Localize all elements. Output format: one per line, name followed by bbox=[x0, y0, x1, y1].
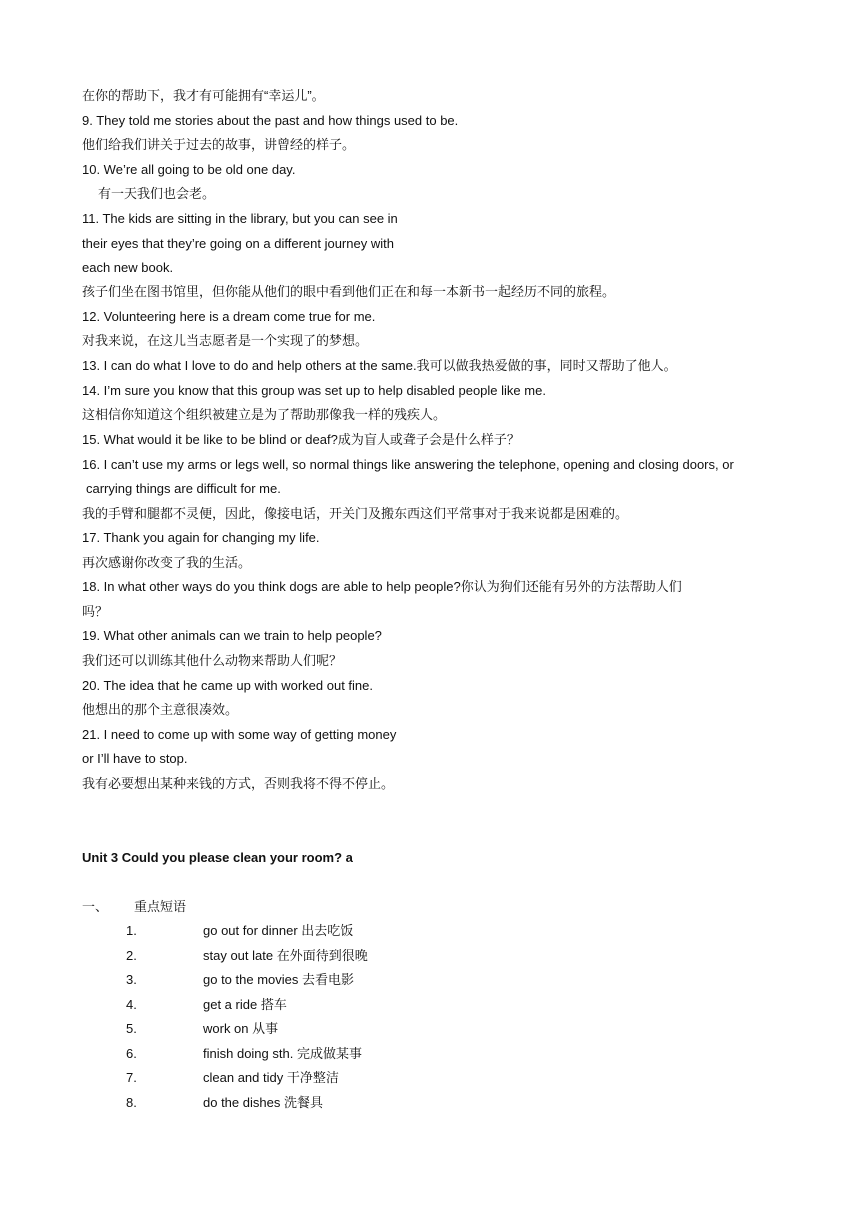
list-item-text: get a ride 搭车 bbox=[203, 997, 287, 1012]
list-item-number: 1. bbox=[126, 923, 137, 938]
text-line: 13. I can do what I love to do and help others at the same.我可以做我热爱做的事，同时又帮助了他人。 bbox=[82, 358, 677, 373]
text-line: 11. The kids are sitting in the library, but you can see in bbox=[82, 211, 398, 226]
text-line: 20. The idea that he came up with worked out fine. bbox=[82, 678, 373, 693]
text-line: 12. Volunteering here is a dream come true for me. bbox=[82, 309, 376, 324]
text-line: 16. I can’t use my arms or legs well, so normal things like answering the telephone, opening and closing doors, or bbox=[82, 457, 734, 472]
unit-heading: Unit 3 Could you please clean your room? a bbox=[82, 850, 353, 865]
text-line: 15. What would it be like to be blind or deaf?成为盲人或聋子会是什么样子？ bbox=[82, 432, 520, 447]
text-line: 10. We’re all going to be old one day. bbox=[82, 162, 296, 177]
list-item-text: clean and tidy 干净整洁 bbox=[203, 1070, 339, 1085]
list-item-text: work on 从事 bbox=[203, 1021, 279, 1036]
list-item-text: finish doing sth. 完成做某事 bbox=[203, 1046, 362, 1061]
text-line: 我的手臂和腿都不灵便，因此，像接电话，开关门及搬东西这们平常事对于我来说都是困难的。 bbox=[82, 506, 629, 521]
text-line: 这相信你知道这个组织被建立是为了帮助那像我一样的残疾人。 bbox=[82, 407, 447, 422]
text-line: each new book. bbox=[82, 260, 174, 275]
text-line: 9. They told me stories about the past and how things used to be. bbox=[82, 113, 459, 128]
text-line: 孩子们坐在图书馆里，但你能从他们的眼中看到他们正在和每一本新书一起经历不同的旅程。 bbox=[82, 284, 616, 299]
list-item-number: 6. bbox=[126, 1046, 137, 1061]
list-item-number: 5. bbox=[126, 1021, 137, 1036]
text-line: 我有必要想出某种来钱的方式，否则我将不得不停止。 bbox=[82, 776, 395, 791]
list-item-number: 8. bbox=[126, 1095, 137, 1110]
text-line: 有一天我们也会老。 bbox=[98, 186, 216, 201]
list-item-text: go out for dinner 出去吃饭 bbox=[203, 923, 354, 938]
text-line: 18. In what other ways do you think dogs are able to help people?你认为狗们还能有另外的方法帮助人们 bbox=[82, 579, 682, 594]
text-line: 在你的帮助下，我才有可能拥有“幸运儿”。 bbox=[82, 88, 325, 103]
list-item-number: 3. bbox=[126, 972, 137, 987]
text-line: 对我来说，在这儿当志愿者是一个实现了的梦想。 bbox=[82, 333, 369, 348]
section-title: 重点短语 bbox=[134, 899, 187, 914]
list-item-number: 2. bbox=[126, 948, 137, 963]
section-number: 一、 bbox=[82, 899, 109, 914]
list-item-text: do the dishes 洗餐具 bbox=[203, 1095, 323, 1110]
text-line: 吗？ bbox=[82, 604, 109, 619]
text-line: 他们给我们讲关于过去的故事，讲曾经的样子。 bbox=[82, 137, 356, 152]
text-line: 我们还可以训练其他什么动物来帮助人们呢？ bbox=[82, 653, 343, 668]
text-line: or I’ll have to stop. bbox=[82, 751, 188, 766]
text-line: 他想出的那个主意很凑效。 bbox=[82, 702, 239, 717]
list-item-number: 7. bbox=[126, 1070, 137, 1085]
text-line: their eyes that they’re going on a different journey with bbox=[82, 236, 394, 251]
text-line: 17. Thank you again for changing my life. bbox=[82, 530, 320, 545]
text-line: 14. I’m sure you know that this group was set up to help disabled people like me. bbox=[82, 383, 546, 398]
text-line: 21. I need to come up with some way of getting money bbox=[82, 727, 397, 742]
list-item-text: go to the movies 去看电影 bbox=[203, 972, 354, 987]
list-item-number: 4. bbox=[126, 997, 137, 1012]
text-line: 再次感谢你改变了我的生活。 bbox=[82, 555, 252, 570]
text-line: carrying things are difficult for me. bbox=[86, 481, 281, 496]
list-item-text: stay out late 在外面待到很晚 bbox=[203, 948, 368, 963]
text-line: 19. What other animals can we train to help people? bbox=[82, 628, 382, 643]
